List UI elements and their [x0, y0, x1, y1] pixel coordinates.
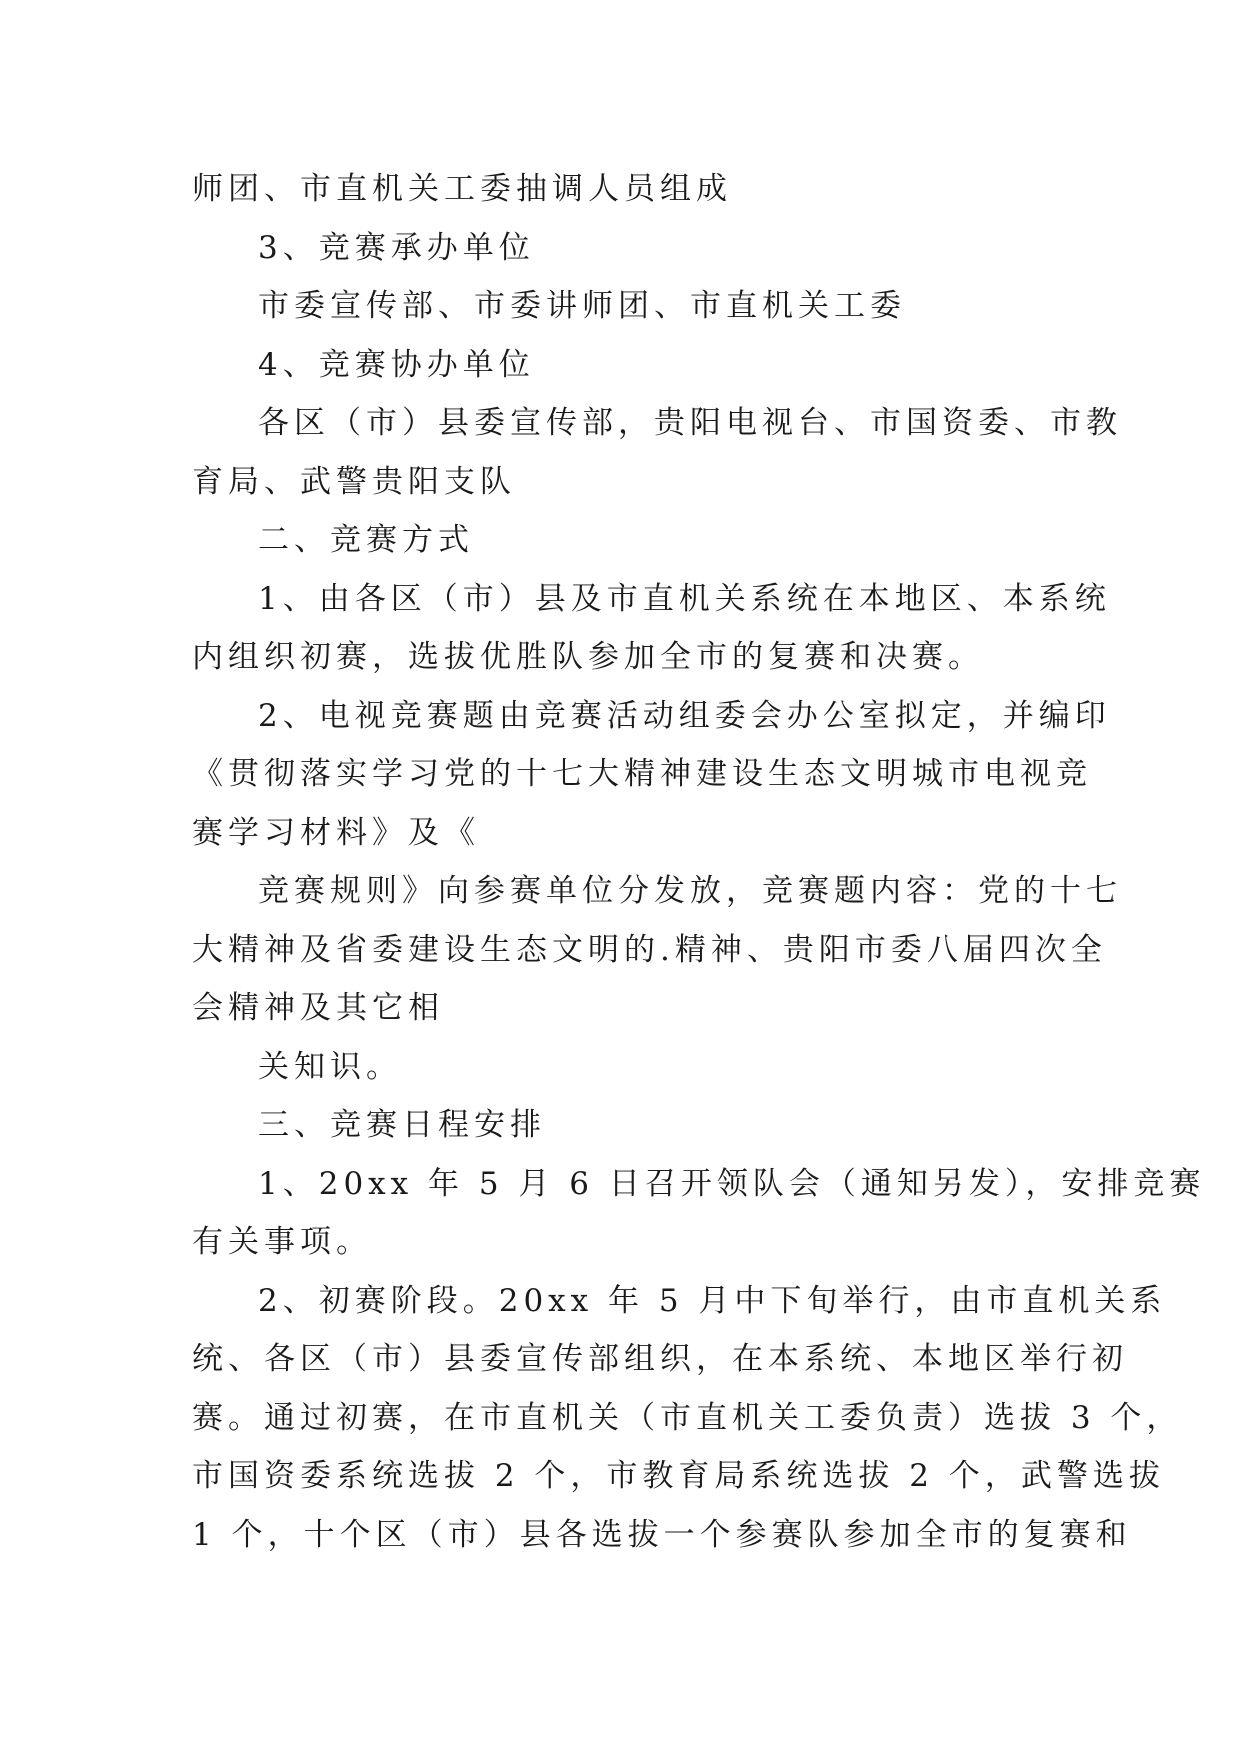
text-line: 2、初赛阶段。20xx 年 5 月中下旬举行，由市直机关系 — [258, 1282, 1167, 1319]
text-line: 会精神及其它相 — [192, 990, 444, 1026]
text-line: 市国资委系统选拔 2 个，市教育局系统选拔 2 个，武警选拔 — [192, 1458, 1165, 1494]
text-line: 有关事项。 — [192, 1224, 372, 1260]
text-line: 大精神及省委建设生态文明的.精神、贵阳市委八届四次全 — [192, 931, 1107, 968]
text-line: 1、由各区（市）县及市直机关系统在本地区、本系统 — [258, 580, 1111, 617]
text-line: 《贯彻落实学习党的十七大精神建设生态文明城市电视竞 — [192, 756, 1092, 792]
section-heading: 三、竞赛日程安排 — [258, 1107, 546, 1143]
text-line: 内组织初赛，选拔优胜队参加全市的复赛和决赛。 — [192, 639, 984, 675]
text-line: 统、各区（市）县委宣传部组织，在本系统、本地区举行初 — [192, 1341, 1128, 1377]
text-line: 关知识。 — [258, 1048, 402, 1085]
document-body — [192, 160, 1206, 1564]
text-line: 3、竞赛承办单位 — [258, 229, 535, 266]
text-line: 2、电视竞赛题由竞赛活动组委会办公室拟定，并编印 — [258, 697, 1111, 734]
text-line: 赛学习材料》及《 — [192, 814, 480, 851]
text-line: 赛。通过初赛，在市直机关（市直机关工委负责）选拔 3 个， — [192, 1399, 1183, 1436]
text-line: 1、20xx 年 5 月 6 日召开领队会（通知另发），安排竞赛 — [258, 1165, 1206, 1202]
text-line: 育局、武警贵阳支队 — [192, 463, 516, 500]
text-line: 各区（市）县委宣传部，贵阳电视台、市国资委、市教 — [258, 405, 1122, 441]
text-line: 市委宣传部、市委讲师团、市直机关工委 — [258, 288, 906, 324]
text-line: 师团、市直机关工委抽调人员组成 — [192, 171, 732, 207]
text-line: 4、竞赛协办单位 — [258, 346, 535, 383]
text-line: 竞赛规则》向参赛单位分发放，竞赛题内容：党的十七 — [258, 873, 1122, 909]
section-heading: 二、竞赛方式 — [258, 522, 474, 558]
text-line: 1 个，十个区（市）县各选拔一个参赛队参加全市的复赛和 — [192, 1516, 1132, 1553]
